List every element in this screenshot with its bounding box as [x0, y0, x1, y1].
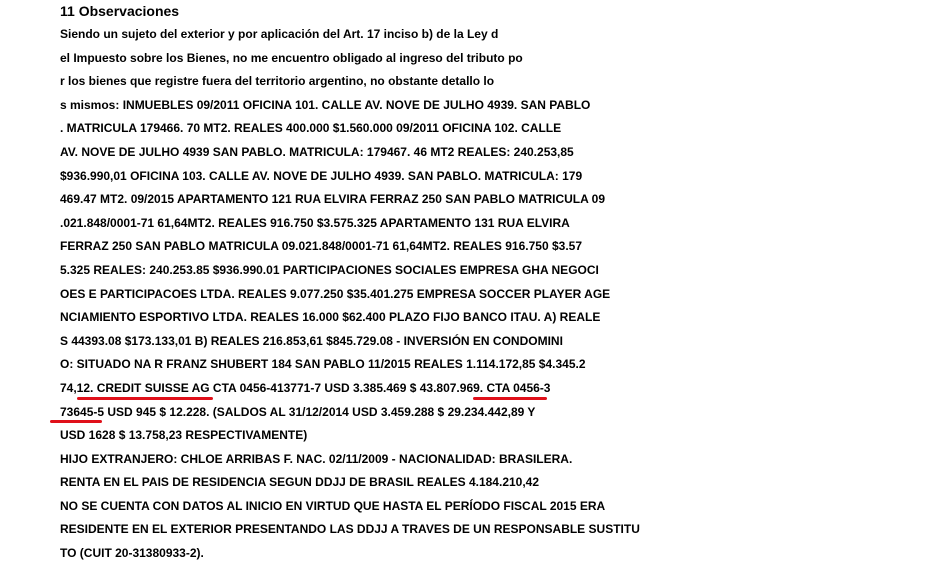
observation-line: RENTA EN EL PAIS DE RESIDENCIA SEGUN DDJJ DE BRASIL REALES 4.184.210,42 [60, 475, 540, 490]
observation-line: NCIAMIENTO ESPORTIVO LTDA. REALES 16.000 $62.400 PLAZO FIJO BANCO ITAU. A) REALE [60, 310, 601, 325]
observation-line: USD 1628 $ 13.758,23 RESPECTIVAMENTE) [60, 428, 308, 443]
observation-line: RESIDENTE EN EL EXTERIOR PRESENTANDO LAS DDJJ A TRAVES DE UN RESPONSABLE SUSTITU [60, 522, 640, 537]
observation-line: 469.47 MT2. 09/2015 APARTAMENTO 121 RUA ELVIRA FERRAZ 250 SAN PABLO MATRICULA 09 [60, 192, 606, 207]
annotation-underline-credit-suisse [77, 397, 213, 400]
observation-line: O: SITUADO NA R FRANZ SHUBERT 184 SAN PABLO 11/2015 REALES 1.114.172,85 $4.345.2 [60, 357, 586, 372]
observation-line: el Impuesto sobre los Bienes, no me encuentro obligado al ingreso del tributo po [60, 50, 523, 65]
observation-line: $936.990,01 OFICINA 103. CALLE AV. NOVE DE JULHO 4939. SAN PABLO. MATRICULA: 179 [60, 168, 583, 183]
section-title: 11 Observaciones [60, 3, 180, 19]
observation-line: S 44393.08 $173.133,01 B) REALES 216.853,61 $845.729.08 - INVERSIÓN EN CONDOMINI [60, 333, 563, 348]
annotation-underline-cta-start [473, 397, 547, 400]
observation-line: s mismos: INMUEBLES 09/2011 OFICINA 101. CALLE AV. NOVE DE JULHO 4939. SAN PABLO [60, 97, 591, 112]
observation-line: TO (CUIT 20-31380933-2). [60, 546, 204, 561]
observation-line: 74,12. CREDIT SUISSE AG CTA 0456-413771-7 USD 3.385.469 $ 43.807.969. CTA 0456-3 [60, 380, 551, 395]
observation-line: AV. NOVE DE JULHO 4939 SAN PABLO. MATRICULA: 179467. 46 MT2 REALES: 240.253,85 [60, 144, 574, 159]
observation-line: NO SE CUENTA CON DATOS AL INICIO EN VIRTUD QUE HASTA EL PERÍODO FISCAL 2015 ERA [60, 498, 606, 513]
observation-line: r los bienes que registre fuera del territorio argentino, no obstante detallo lo [60, 74, 495, 89]
observation-line: 73645-5 USD 945 $ 12.228. (SALDOS AL 31/12/2014 USD 3.459.288 $ 29.234.442,89 Y [60, 404, 536, 419]
observation-line: . MATRICULA 179466. 70 MT2. REALES 400.000 $1.560.000 09/2011 OFICINA 102. CALLE [60, 121, 562, 136]
annotation-underline-cta-end [50, 420, 102, 423]
observation-line: FERRAZ 250 SAN PABLO MATRICULA 09.021.848/0001-71 61,64MT2. REALES 916.750 $3.57 [60, 239, 582, 254]
observation-line: HIJO EXTRANJERO: CHLOE ARRIBAS F. NAC. 02/11/2009 - NACIONALIDAD: BRASILERA. [60, 451, 573, 466]
observation-line: OES E PARTICIPACOES LTDA. REALES 9.077.250 $35.401.275 EMPRESA SOCCER PLAYER AGE [60, 286, 611, 301]
observations-text [60, 26, 640, 569]
observation-line: Siendo un sujeto del exterior y por aplicación del Art. 17 inciso b) de la Ley d [60, 27, 499, 41]
observation-line: 5.325 REALES: 240.253.85 $936.990.01 PARTICIPACIONES SOCIALES EMPRESA GHA NEGOCI [60, 262, 599, 277]
observation-line: .021.848/0001-71 61,64MT2. REALES 916.750 $3.575.325 APARTAMENTO 131 RUA ELVIRA [60, 215, 570, 230]
